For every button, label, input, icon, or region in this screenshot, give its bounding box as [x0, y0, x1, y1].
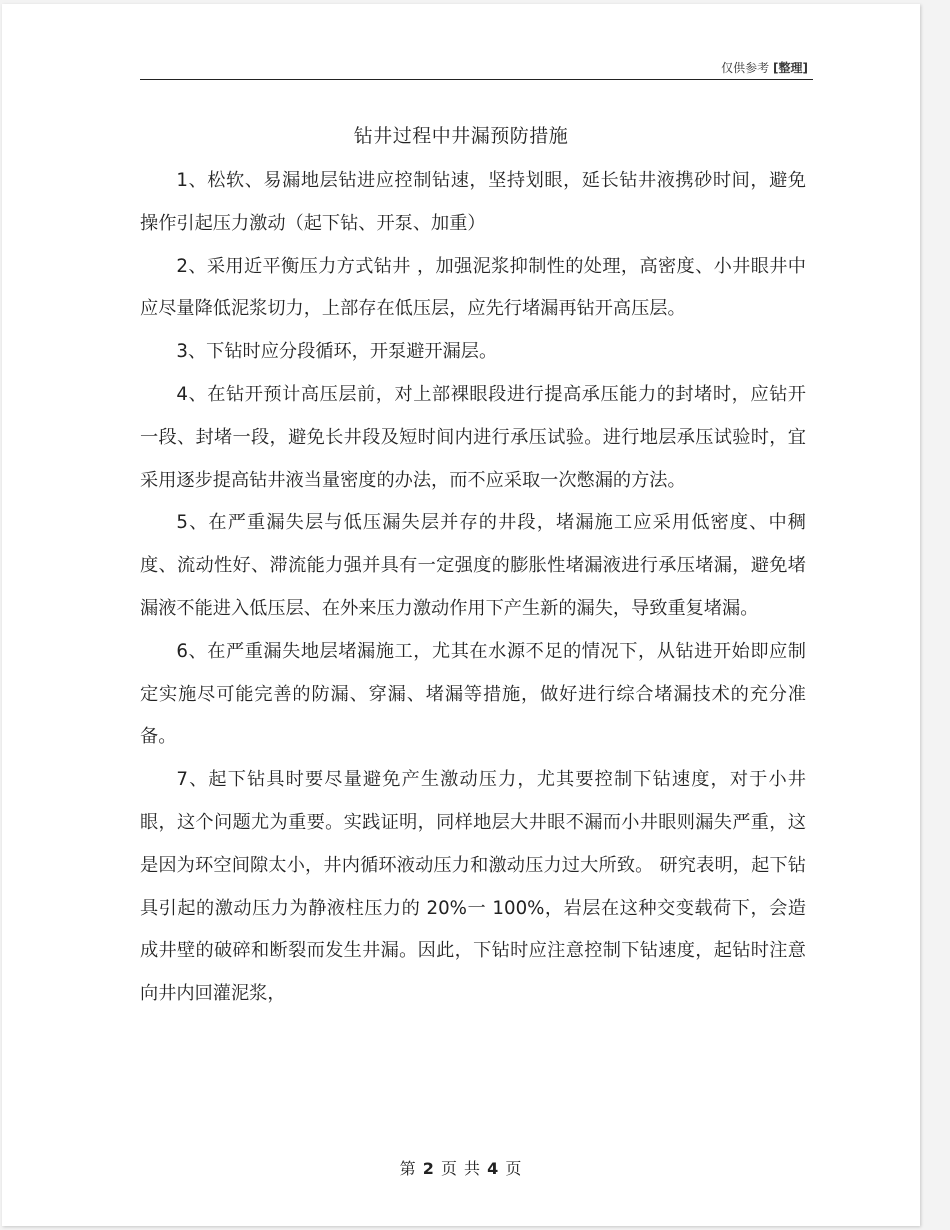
paragraph-3: 3、下钻时应分段循环，开泵避开漏层。 — [176, 341, 498, 363]
paragraph-6: 6、在严重漏失地层堵漏施工，尤其在水源不足的情况下，从钻进开始即应制定实施尽可能完善的防漏、穿漏、堵漏等措施，做好进行综合堵漏技术的充分准备。 — [140, 640, 806, 748]
paragraph-7: 7、起下钻具时要尽量避免产生激动压力，尤其要控制下钻速度，对于小井眼，这个问题尤为重要。实践证明，同样地层大井眼不漏而小井眼则漏失严重，这是因为环空间隙太小，井内循环液动压力和激动压力过大所致。 研究表明，起下钻具引起的激动压力为静液柱压力的 20%一 100%，岩层在这种交变载荷下，会造成井壁的破碎和断裂而发生井漏。因此，下钻时应注意控制下钻速度，起钻时注意向井内回灌泥浆， — [140, 769, 806, 1005]
paragraph-4: 4、在钻开预计高压层前，对上部裸眼段进行提高承压能力的封堵时，应钻开一段、封堵一段，避免长井段及短时间内进行承压试验。进行地层承压试验时，宜采用逐步提高钻井液当量密度的办法，而不应采取一次憋漏的方法。 — [140, 383, 806, 491]
footer-current-page: 2 — [422, 1159, 435, 1178]
footer-suffix: 页 — [505, 1159, 523, 1178]
document-body — [140, 160, 806, 1016]
document-title: 钻井过程中井漏预防措施 — [353, 125, 569, 147]
header-note: 仅供参考 — [721, 61, 770, 75]
paragraph-2: 2、采用近平衡压力方式钻井 ，加强泥浆抑制性的处理，高密度、小井眼井中应尽量降低泥浆切力，上部存在低压层，应先行堵漏再钻开高压层。 — [140, 255, 806, 320]
paragraph-5: 5、在严重漏失层与低压漏失层并存的井段，堵漏施工应采用低密度、中稠度、流动性好、滞流能力强并具有一定强度的膨胀性堵漏液进行承压堵漏，避免堵漏液不能进入低压层、在外来压力激动作用下产生新的漏失，导致重复堵漏。 — [140, 512, 806, 619]
footer-prefix: 第 — [399, 1159, 417, 1178]
header-bracket: [整理] — [773, 61, 808, 75]
header-divider — [140, 79, 813, 80]
document-page — [2, 4, 920, 1226]
footer-total-pages: 4 — [487, 1159, 500, 1178]
footer-middle: 页 共 — [440, 1159, 482, 1178]
paragraph-1: 1、松软、易漏地层钻进应控制钻速，坚持划眼，延长钻井液携砂时间，避免操作引起压力激动（起下钻、开泵、加重） — [140, 170, 806, 234]
page-footer — [2, 1156, 920, 1179]
page-header — [721, 59, 808, 76]
